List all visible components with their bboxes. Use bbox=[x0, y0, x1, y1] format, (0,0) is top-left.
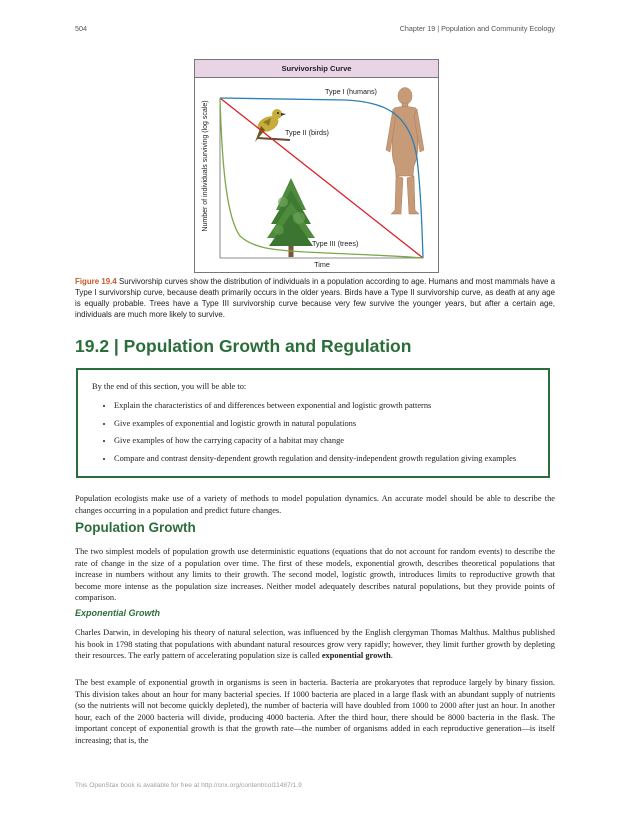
intro-paragraph: Population ecologists make use of a variety of methods to model population dynamics. An accurate model should be able to describe the changes occurring in a population and predict future changes. bbox=[75, 494, 555, 515]
y-axis-label: Number of individuals surviving (log scale) bbox=[202, 100, 209, 232]
exponential-growth-heading: Exponential Growth bbox=[75, 608, 161, 618]
learning-objectives-box bbox=[76, 368, 550, 478]
darwin-paragraph bbox=[75, 627, 555, 662]
type1-label: Type I (humans) bbox=[325, 87, 377, 96]
objective-item: • Compare and contrast density-dependent growth regulation and density-independent growth regulation giving examples bbox=[114, 453, 535, 464]
section-title: 19.2 | Population Growth and Regulation bbox=[75, 336, 412, 356]
figure-caption bbox=[75, 276, 555, 320]
page-footer: This OpenStax book is available for free at http://cnx.org/content/col11487/1.9 bbox=[75, 782, 302, 789]
survivorship-figure bbox=[194, 59, 439, 273]
darwin-text: Charles Darwin, in developing his theory of natural selection, was influenced by the English clergyman Thomas Malthus. Malthus published his book in 1798 stating that populations with abundant natural resources grow very rapidly; however, they limit further growth by depleting their resources. The early pattern of accelerating population size is called bbox=[75, 628, 555, 661]
figure-label: Figure 19.4 bbox=[75, 277, 117, 286]
page-number: 504 bbox=[75, 24, 87, 33]
bacteria-paragraph: The best example of exponential growth in organisms is seen in bacteria. Bacteria are prokaryotes that reproduce largely by binary fission. This division takes about an hour for many bacterial species. If 1000 bacteria are placed in a large flask with an abundant supply of nutrients (so the nutrients will not become quickly depleted), the number of bacteria will have doubled from 1000 to 2000 after just an hour. In another hour, each of the 2000 bacteria will divide, producing 4000 bacteria. After the third hour, there should be 8000 bacteria in the flask. The important concept of exponential growth is that the growth rate—the number of organisms added in each reproductive generation—is itself increasing; that is, the bbox=[75, 678, 555, 745]
bird-icon bbox=[255, 109, 290, 142]
human-figure-icon bbox=[386, 88, 424, 215]
population-growth-heading: Population Growth bbox=[75, 520, 196, 535]
x-axis-label: Time bbox=[314, 260, 330, 269]
survivorship-chart bbox=[195, 78, 438, 272]
darwin-end: . bbox=[390, 651, 393, 661]
objective-item: • Give examples of how the carrying capacity of a habitat may change bbox=[114, 435, 535, 446]
population-growth-paragraph: The two simplest models of population growth use deterministic equations (equations that do not account for random events) to describe the rate of change in the size of a population over time. The first of these models, exponential growth, describes theoretical populations that increase in numbers without any limits to their growth. The second model, logistic growth, introduces limits to reproductive growth that become more intense as the population size increases. Neither model adequately describes natural populations, but they provide points of comparison. bbox=[75, 547, 555, 603]
type2-label: Type II (birds) bbox=[285, 128, 329, 137]
key-term: exponential growth bbox=[321, 651, 391, 661]
tree-icon bbox=[267, 178, 315, 257]
objective-item: • Explain the characteristics of and differences between exponential and logistic growth patterns bbox=[114, 400, 535, 411]
figure-title: Survivorship Curve bbox=[195, 60, 438, 78]
objectives-intro: By the end of this section, you will be able to: bbox=[92, 382, 247, 391]
type3-label: Type III (trees) bbox=[312, 239, 359, 248]
objectives-list bbox=[92, 400, 535, 464]
objective-item: • Give examples of exponential and logistic growth in natural populations bbox=[114, 418, 535, 429]
caption-text: Survivorship curves show the distribution of individuals in a population according to age. Humans and most mammals have a Type I survivorship curve, because death primarily occurs in the older years. Birds have a Type II survivorship curve, as death at any age is equally probable. Trees have a Type III survivorship curve because very few survive the younger years, but after a certain age, individuals are much more likely to survive. bbox=[75, 277, 555, 319]
chapter-title: Chapter 19 | Population and Community Ecology bbox=[399, 24, 555, 33]
